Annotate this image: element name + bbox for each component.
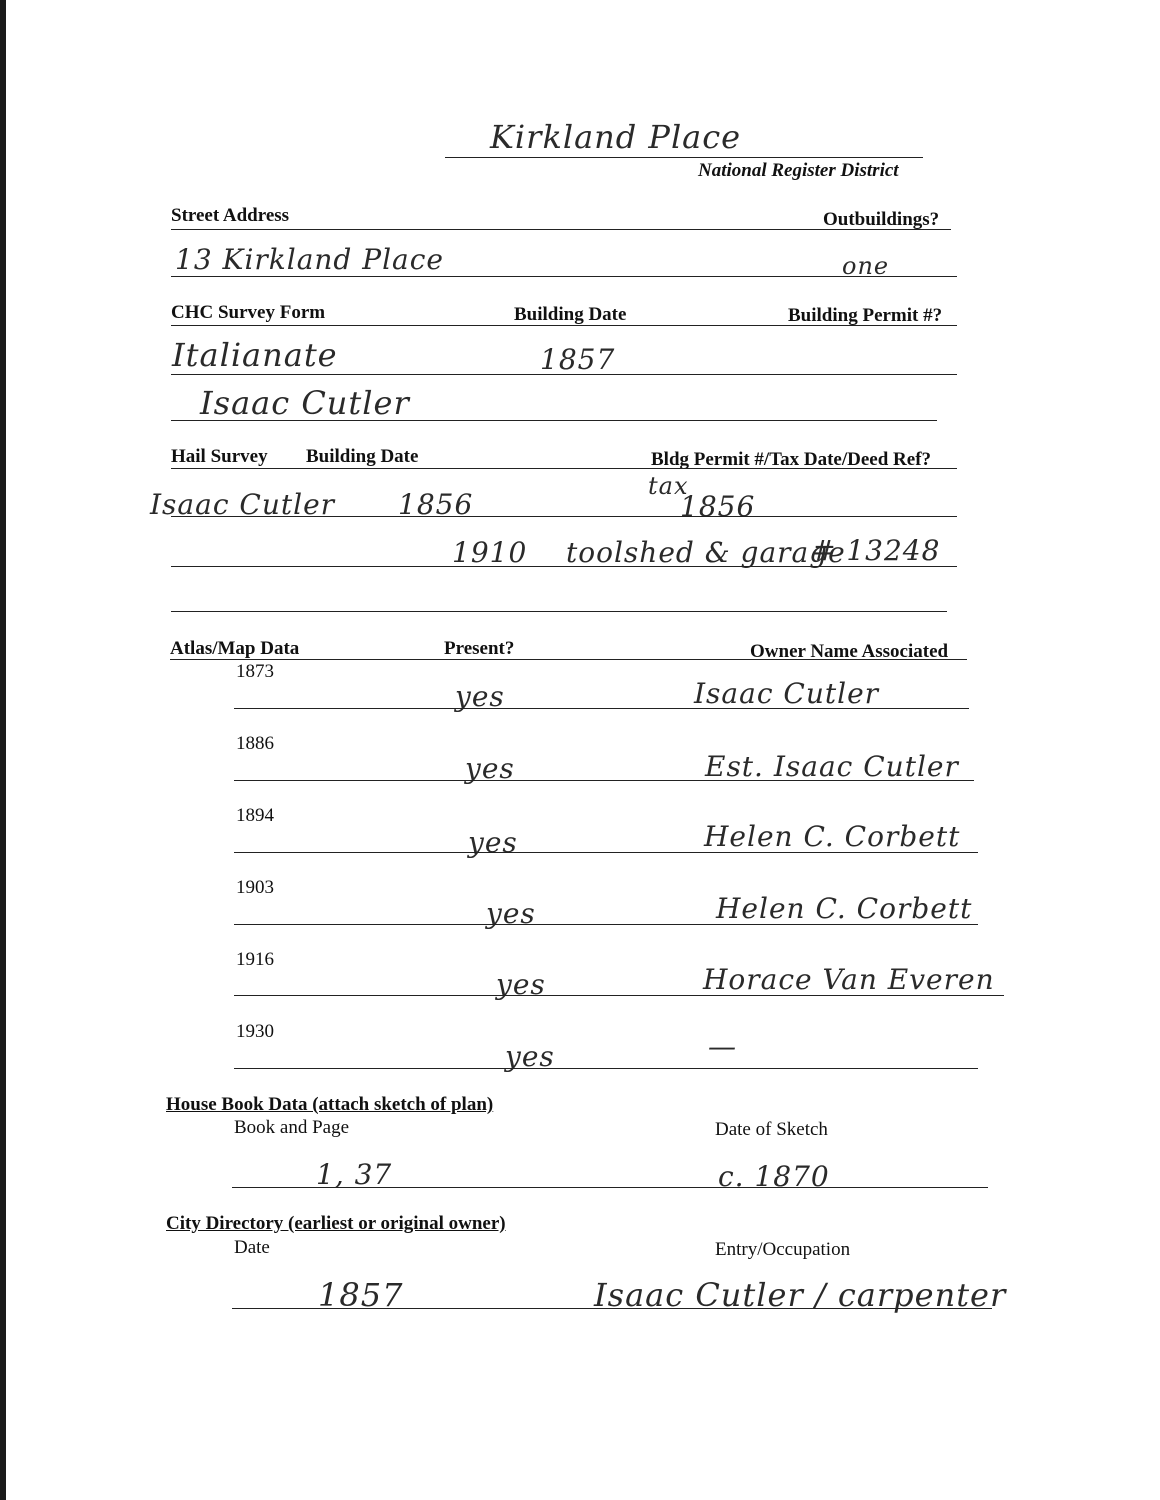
atlas-owner-1930: — (708, 1030, 737, 1063)
atlas-line-1886 (234, 780, 974, 781)
chc-survey-label: CHC Survey Form (171, 302, 326, 323)
outbuildings-value: one (842, 252, 890, 280)
house-book-page-value: 1, 37 (316, 1158, 393, 1191)
atlas-header-line (170, 659, 967, 660)
city-directory-date-value: 1857 (318, 1276, 404, 1314)
hail-row1-line (171, 516, 957, 517)
hail-row2-line (171, 566, 957, 567)
atlas-owner-1903: Helen C. Corbett (716, 892, 973, 925)
hail-building-date-label: Building Date (306, 446, 419, 467)
atlas-line-1894 (234, 852, 978, 853)
atlas-year-1916: 1916 (236, 949, 274, 970)
city-directory-date-label: Date (234, 1237, 270, 1258)
atlas-owner-label: Owner Name Associated (750, 641, 949, 662)
chc-header-line (171, 325, 957, 326)
district-line (445, 157, 923, 158)
street-value-line (171, 276, 957, 277)
city-directory-entry-value: Isaac Cutler / carpenter (594, 1276, 1007, 1314)
hail-row2-desc: toolshed & garage (566, 536, 846, 569)
atlas-present-label: Present? (444, 638, 515, 659)
chc-builder-line (171, 420, 937, 421)
atlas-owner-1916: Horace Van Everen (703, 963, 995, 996)
chc-style-value: Italianate (172, 336, 338, 374)
atlas-owner-1886: Est. Isaac Cutler (705, 750, 959, 783)
house-book-page-label: Book and Page (234, 1117, 350, 1138)
atlas-present-1894: yes (468, 826, 518, 859)
city-directory-label: City Directory (earliest or original owner) (166, 1213, 506, 1234)
city-directory-value-line (232, 1308, 992, 1309)
street-address-label: Street Address (171, 205, 290, 226)
atlas-present-1886: yes (465, 752, 515, 785)
house-book-value-line (232, 1187, 988, 1188)
chc-builder-value: Isaac Cutler (200, 384, 410, 422)
hail-row2-date: 1910 (452, 536, 528, 569)
chc-date-value: 1857 (540, 343, 616, 376)
chc-permit-label: Building Permit #? (788, 305, 943, 326)
chc-building-date-label: Building Date (514, 304, 627, 325)
house-book-sketch-label: Date of Sketch (715, 1119, 828, 1140)
hail-header-line (171, 468, 957, 469)
atlas-present-1873: yes (455, 680, 505, 713)
atlas-year-1894: 1894 (236, 805, 274, 826)
street-address-value: 13 Kirkland Place (175, 243, 444, 276)
atlas-year-1873: 1873 (236, 661, 274, 682)
scan-edge (0, 0, 6, 1500)
atlas-year-1930: 1930 (236, 1021, 274, 1042)
hail-row2-permit: # 13248 (812, 534, 941, 567)
atlas-year-1886: 1886 (236, 733, 274, 754)
district-name: Kirkland Place (490, 118, 742, 156)
chc-style-line (171, 374, 957, 375)
city-directory-entry-label: Entry/Occupation (715, 1239, 851, 1260)
atlas-line-1916 (234, 995, 1004, 996)
atlas-owner-1873: Isaac Cutler (694, 677, 880, 710)
hail-permit-label: Bldg Permit #/Tax Date/Deed Ref? (651, 449, 932, 470)
district-caption: National Register District (698, 160, 899, 181)
atlas-line-1873 (234, 708, 969, 709)
house-book-sketch-value: c. 1870 (718, 1160, 830, 1193)
atlas-present-1930: yes (505, 1040, 555, 1073)
atlas-present-1916: yes (496, 968, 546, 1001)
outbuildings-label: Outbuildings? (823, 209, 940, 230)
house-book-label: House Book Data (attach sketch of plan) (166, 1094, 494, 1115)
atlas-year-1903: 1903 (236, 877, 274, 898)
hail-row1-ref-top: tax (648, 472, 689, 500)
street-header-line (171, 229, 951, 230)
atlas-label: Atlas/Map Data (170, 638, 300, 659)
atlas-owner-1894: Helen C. Corbett (704, 820, 961, 853)
hail-row1-ref: 1856 (680, 490, 756, 523)
atlas-line-1930 (234, 1068, 978, 1069)
atlas-line-1903 (234, 924, 978, 925)
hail-survey-label: Hail Survey (171, 446, 268, 467)
hail-row1-date: 1856 (398, 488, 474, 521)
atlas-present-1903: yes (486, 897, 536, 930)
hail-row3-line (171, 611, 947, 612)
hail-row1-name: Isaac Cutler (150, 488, 336, 521)
